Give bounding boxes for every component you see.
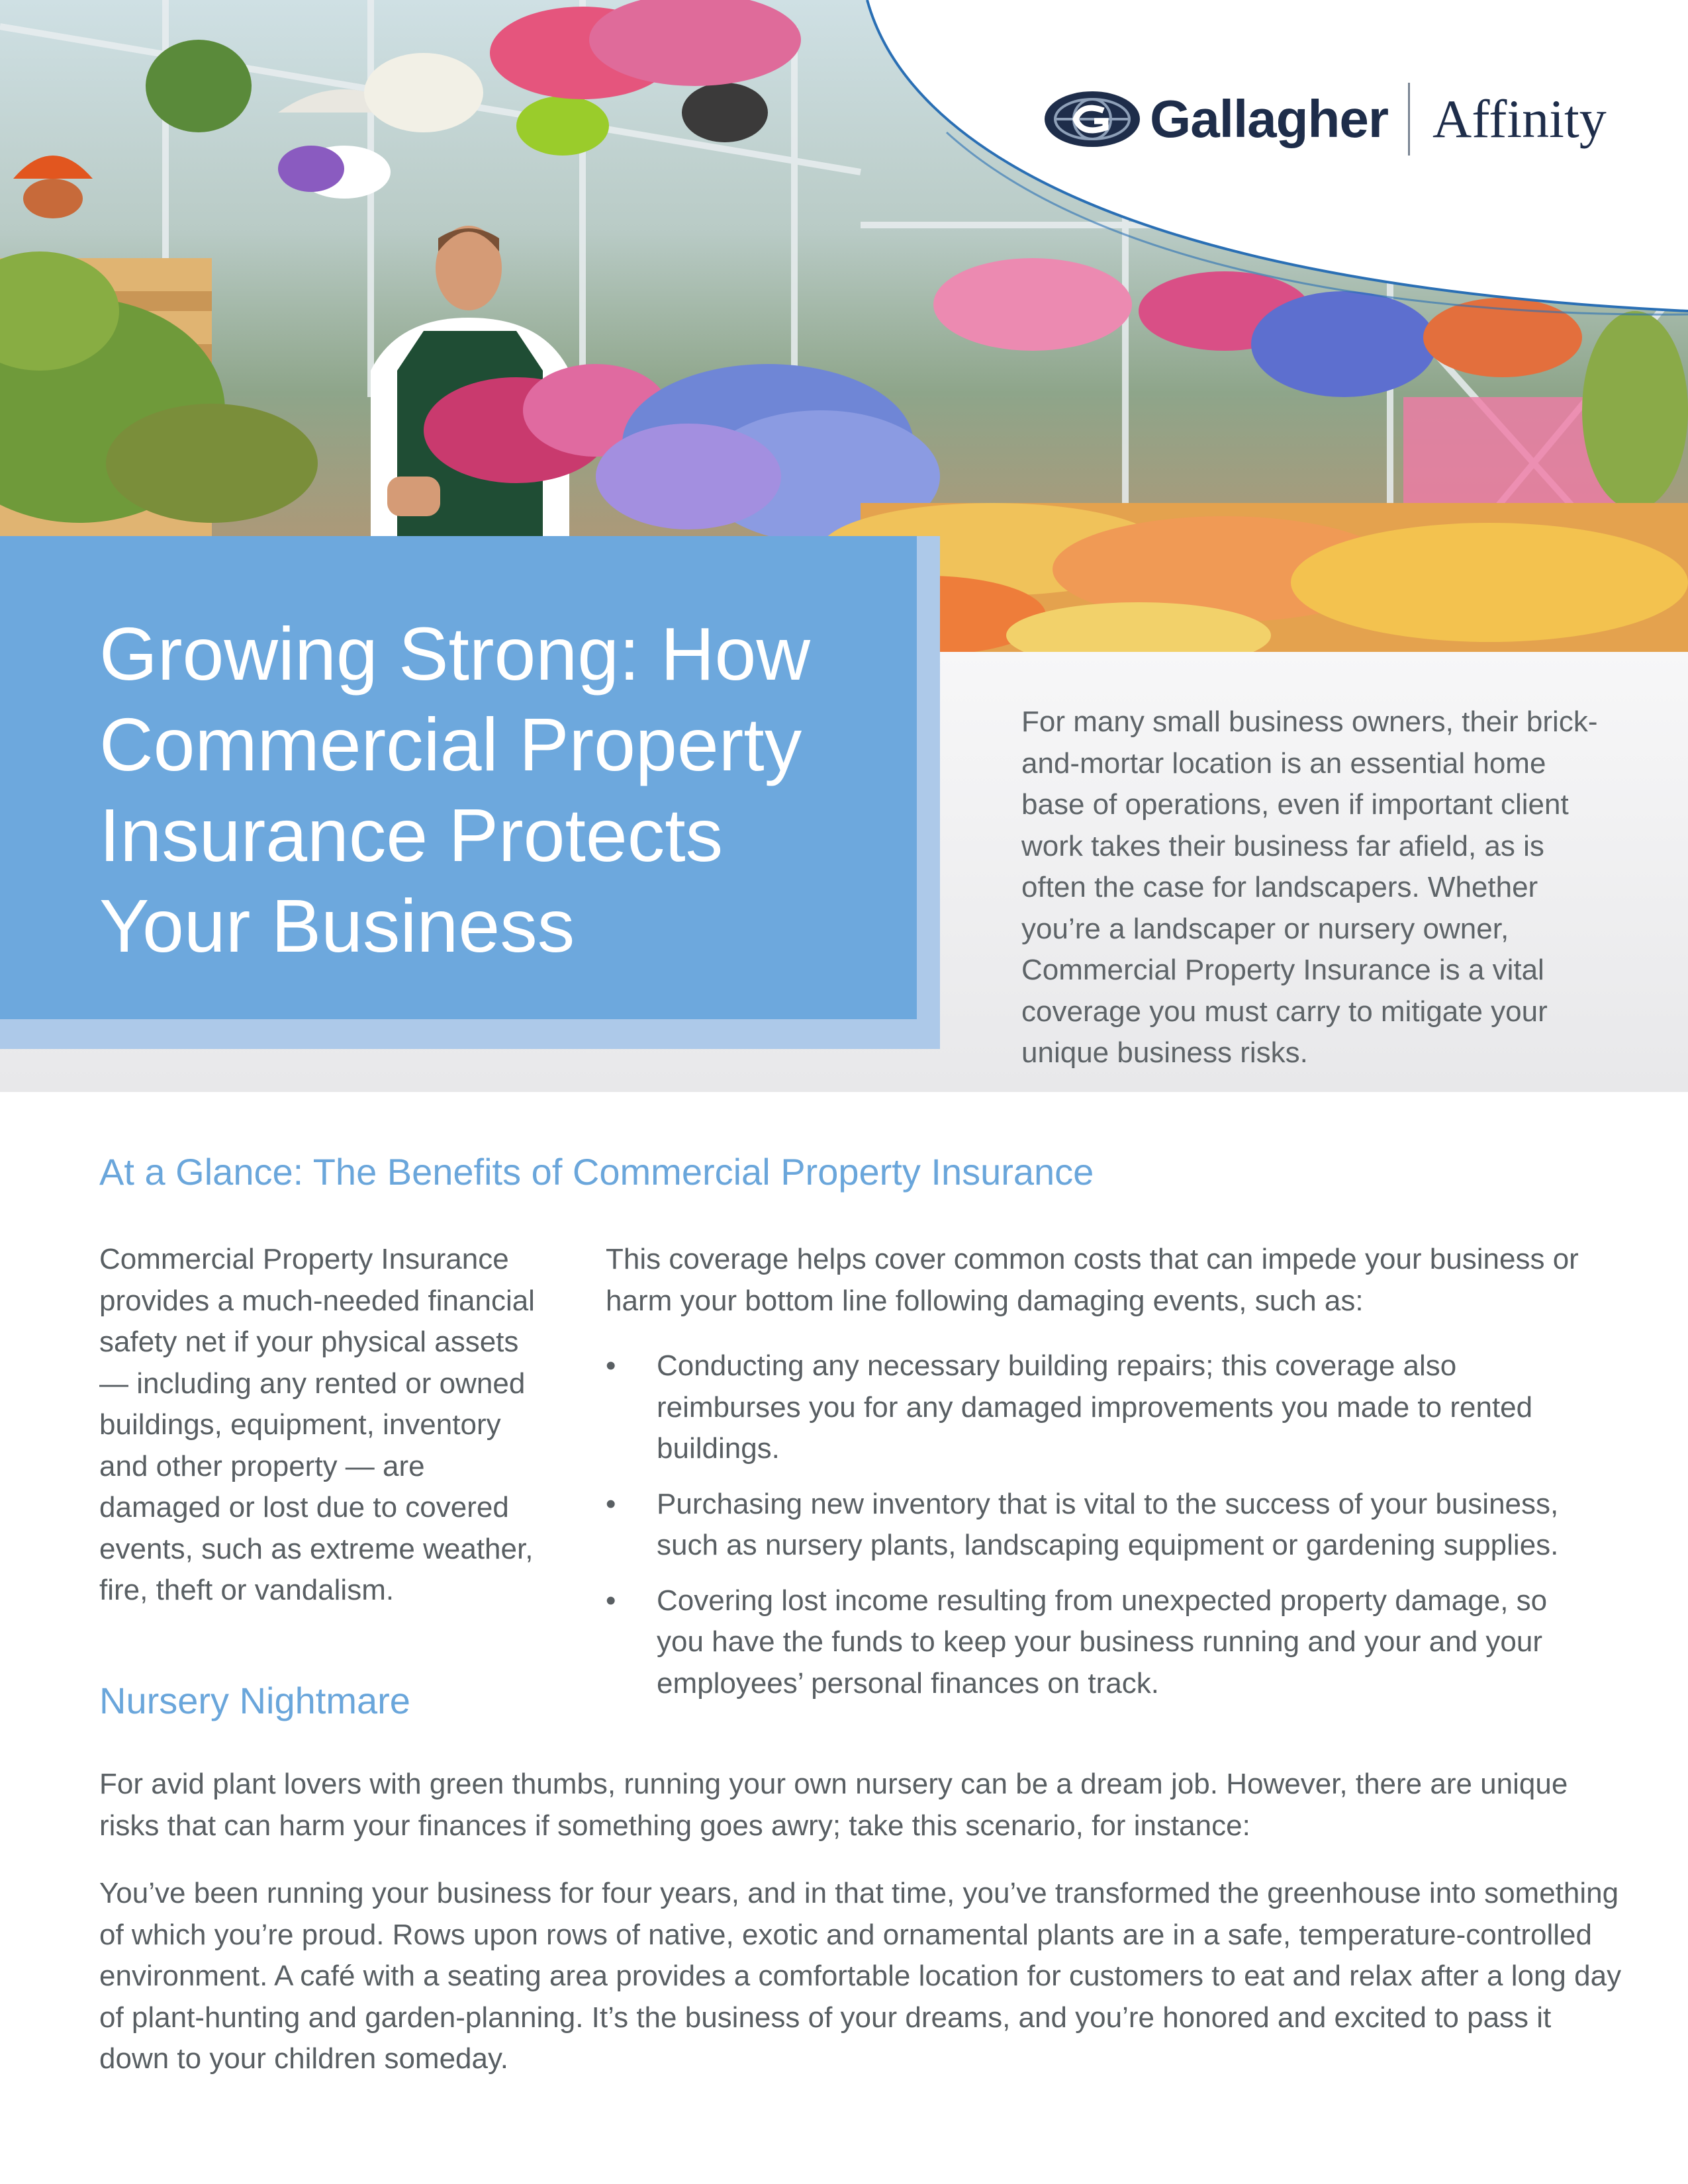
list-item — [606, 1484, 1599, 1567]
glance-right-intro: This coverage helps cover common costs that can impede your business or harm your bottom line following damaging events, such as: — [606, 1243, 1579, 1317]
page-title: Growing Strong: How Commercial Property Insurance Protects Your Business — [99, 612, 810, 968]
list-item-text: Purchasing new inventory that is vital to the success of your business, such as nursery plants, landscaping equipment or gardening supplies. — [657, 1487, 1559, 1561]
globe-icon — [1043, 89, 1142, 149]
bullet-icon: • — [606, 1487, 616, 1520]
intro-paragraph: For many small business owners, their brick-and-mortar location is an essential home base of operations, even if important client work takes their business far afield, as is often the case for landscapers. Whether you’re a landscaper or nursery owner, Commercial Property Insurance is a vital coverage you must carry to mitigate your unique business risks. — [1021, 705, 1598, 1069]
list-item-text: Covering lost income resulting from unexpected property damage, so you have the funds to keep your business running and your and your employees’ personal finances on track. — [657, 1584, 1548, 1700]
logo-brand-text: Gallagher — [1150, 89, 1389, 148]
nursery-heading: Nursery Nightmare — [99, 1680, 410, 1721]
list-item — [606, 1345, 1599, 1470]
nursery-paragraph-2: You’ve been running your business for four years, and in that time, you’ve transformed the greenhouse into something of which you’re proud. Rows upon rows of native, exotic and ornamental plants are in a safe, temperature-controlled environment. A café with a seating area provides a comfortable location for customers to eat and relax after a long day of plant-hunting and garden-planning. It’s the business of your dreams, and you’re honored and excited to pass it down to your children someday. — [99, 1877, 1622, 2075]
bullet-icon: • — [606, 1349, 616, 1382]
list-item-text: Conducting any necessary building repairs; this coverage also reimburses you for any damaged improvements you made to rented buildings. — [657, 1349, 1533, 1465]
nursery-paragraph-1: For avid plant lovers with green thumbs, running your own nursery can be a dream job. However, there are unique risks that can harm your finances if something goes awry; take this scenario, for instance: — [99, 1768, 1568, 1842]
logo-sub-text: Affinity — [1432, 89, 1607, 149]
logo-divider — [1408, 83, 1410, 156]
bullet-icon: • — [606, 1584, 616, 1617]
list-item — [606, 1580, 1599, 1705]
gallagher-affinity-logo — [1043, 83, 1607, 156]
glance-heading: At a Glance: The Benefits of Commercial Property Insurance — [99, 1151, 1094, 1193]
benefits-list — [606, 1345, 1599, 1718]
glance-left-paragraph: Commercial Property Insurance provides a much-needed financial safety net if your physical assets — including any rented or owned buildings, equipment, inventory and other property — are damaged or lost due to covered events, such as extreme weather, fire, theft or vandalism. — [99, 1243, 535, 1606]
